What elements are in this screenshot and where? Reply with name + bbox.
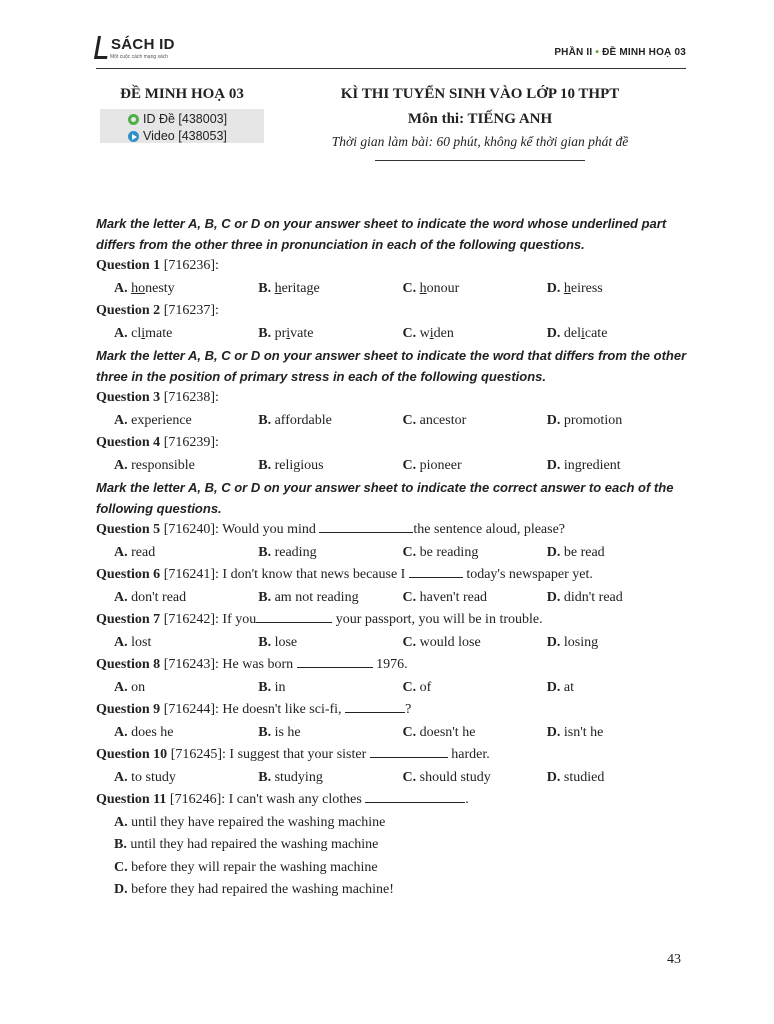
options-q3	[96, 410, 691, 433]
id-box	[100, 109, 264, 143]
question-code: [716239]:	[160, 435, 219, 450]
exam-title: KÌ THI TUYỂN SINH VÀO LỚP 10 THPT	[340, 86, 620, 102]
section-label	[554, 47, 686, 58]
option-b[interactable]: B. affordable	[258, 412, 332, 428]
exam-time: Thời gian làm bài: 60 phút, không kể thời gian phát đề	[331, 134, 629, 149]
option-a[interactable]: A. to study	[114, 769, 176, 785]
page-number: 43	[667, 952, 681, 967]
options-q6	[96, 587, 691, 610]
option-c[interactable]: C. doesn't he	[402, 724, 476, 740]
answer-blank	[297, 655, 373, 668]
option-d[interactable]: D. at	[546, 679, 574, 695]
question-label: Question 1	[96, 258, 161, 273]
question-label: Question 4	[96, 435, 161, 450]
video-label: Video [438053]	[143, 129, 227, 143]
question-label: Question 3	[96, 390, 161, 405]
question-9: Question 9 [716244]: He doesn't like sci-fi, ?	[96, 702, 412, 717]
question-7: Question 7 [716242]: If you your passport, you will be in trouble.	[96, 612, 543, 627]
option-a[interactable]: A. read	[114, 544, 156, 560]
question-label: Question 2	[96, 303, 161, 318]
title-divider	[375, 160, 585, 161]
question-code: [716236]:	[160, 258, 219, 273]
question-content	[96, 213, 691, 902]
question-4	[96, 432, 691, 455]
options-q9	[96, 722, 691, 745]
option-b[interactable]: B. studying	[258, 769, 323, 785]
option-c[interactable]: C. widen	[402, 325, 454, 341]
logo-text: SÁCH ID	[111, 36, 175, 53]
option-d[interactable]: D. studied	[546, 769, 605, 785]
option-c[interactable]: C. haven't read	[402, 589, 488, 605]
option-d[interactable]: D. before they had repaired the washing machine!	[114, 882, 394, 897]
question-code: [716238]:	[160, 390, 219, 405]
answer-blank	[365, 790, 465, 803]
option-a[interactable]: A. responsible	[114, 457, 195, 473]
options-q2	[96, 323, 691, 346]
option-d[interactable]: D. ingredient	[546, 457, 621, 473]
instruction-pronunciation: Mark the letter A, B, C or D on your answer sheet to indicate the word whose underlined part differs from the other three in pronunciation in each of the following questions.	[96, 216, 667, 252]
options-q8	[96, 677, 691, 700]
option-d[interactable]: D. promotion	[546, 412, 623, 428]
option-a[interactable]: A. until they have repaired the washing machine	[114, 814, 386, 830]
options-q10	[96, 767, 691, 790]
id-de-label: ID Đề [438003]	[143, 112, 228, 126]
option-b[interactable]: B. heritage	[258, 280, 320, 296]
question-label: Question 10	[96, 747, 168, 762]
option-b[interactable]: B. am not reading	[258, 589, 359, 605]
option-a[interactable]: A. climate	[114, 325, 173, 341]
instruction-stress: Mark the letter A, B, C or D on your answer sheet to indicate the word that differs from the other three in the position of primary stress in each of the following questions.	[96, 348, 687, 384]
answer-blank	[345, 700, 405, 713]
page-header	[96, 34, 686, 69]
question-label: Question 7	[96, 612, 161, 627]
play-icon	[128, 131, 139, 142]
option-c[interactable]: C. ancestor	[402, 412, 467, 428]
exam-subject: Môn thi: TIẾNG ANH	[407, 111, 553, 127]
exam-id-block	[100, 86, 264, 143]
option-a[interactable]: A. experience	[114, 412, 192, 428]
option-d[interactable]: D. delicate	[546, 325, 608, 341]
option-d[interactable]: D. be read	[546, 544, 605, 560]
id-circle-icon	[128, 114, 139, 125]
option-a[interactable]: A. on	[114, 679, 146, 695]
option-b[interactable]: B. until they had repaired the washing machine	[114, 837, 379, 852]
sachid-logo	[96, 36, 175, 59]
question-label: Question 5	[96, 522, 161, 537]
section-name: ĐỀ MINH HOẠ 03	[602, 47, 686, 58]
section-bullet: •	[595, 47, 600, 58]
exam-title-block	[300, 86, 660, 161]
question-11: Question 11 [716246]: I can't wash any clothes .	[96, 792, 469, 807]
instruction-grammar: Mark the letter A, B, C or D on your answer sheet to indicate the correct answer to each of the following questions.	[96, 480, 674, 516]
option-b[interactable]: B. reading	[258, 544, 317, 560]
id-de-row[interactable]	[128, 111, 264, 128]
question-8: Question 8 [716243]: He was born 1976.	[96, 657, 408, 672]
option-a[interactable]: A. does he	[114, 724, 174, 740]
option-b[interactable]: B. lose	[258, 634, 298, 650]
option-d[interactable]: D. isn't he	[546, 724, 604, 740]
option-c[interactable]: C. honour	[402, 280, 460, 296]
options-q1	[96, 278, 691, 301]
video-row[interactable]	[128, 128, 264, 145]
answer-blank	[409, 565, 463, 578]
question-5: Question 5 [716240]: Would you mind the sentence aloud, please?	[96, 522, 566, 537]
options-q5	[96, 542, 691, 565]
question-label: Question 9	[96, 702, 161, 717]
question-2	[96, 300, 691, 323]
option-c[interactable]: C. be reading	[402, 544, 479, 560]
option-d[interactable]: D. losing	[546, 634, 599, 650]
answer-blank	[256, 610, 332, 623]
options-q4	[96, 455, 691, 478]
question-label: Question 8	[96, 657, 161, 672]
exam-code-title: ĐỀ MINH HOẠ 03	[120, 86, 244, 102]
option-c[interactable]: C. would lose	[402, 634, 481, 650]
answer-blank	[319, 520, 413, 533]
question-3	[96, 387, 691, 410]
question-1	[96, 255, 691, 278]
option-a[interactable]: A. lost	[114, 634, 152, 650]
option-d[interactable]: D. didn't read	[546, 589, 623, 605]
option-b[interactable]: B. private	[258, 325, 314, 341]
option-b[interactable]: B. in	[258, 679, 286, 695]
question-6: Question 6 [716241]: I don't know that news because I today's newspaper yet.	[96, 567, 593, 582]
section-part: PHẦN II	[554, 47, 593, 58]
option-d[interactable]: D. heiress	[546, 280, 603, 296]
option-c[interactable]: C. of	[402, 679, 432, 695]
options-q7	[96, 632, 691, 655]
question-10: Question 10 [716245]: I suggest that your sister harder.	[96, 747, 490, 762]
option-b[interactable]: B. religious	[258, 457, 324, 473]
logo-tagline: Một cuộc cách mạng sách	[110, 54, 169, 60]
answer-blank	[370, 745, 448, 758]
option-c[interactable]: C. before they will repair the washing machine	[114, 859, 378, 875]
option-c[interactable]: C. pioneer	[402, 457, 462, 473]
question-label: Question 11	[96, 792, 167, 807]
option-a[interactable]: A. honesty	[114, 280, 175, 296]
book-icon	[94, 36, 111, 59]
question-code: [716237]:	[160, 303, 219, 318]
question-label: Question 6	[96, 567, 161, 582]
option-b[interactable]: B. is he	[258, 724, 301, 740]
option-a[interactable]: A. don't read	[114, 589, 187, 605]
option-c[interactable]: C. should study	[402, 769, 491, 785]
